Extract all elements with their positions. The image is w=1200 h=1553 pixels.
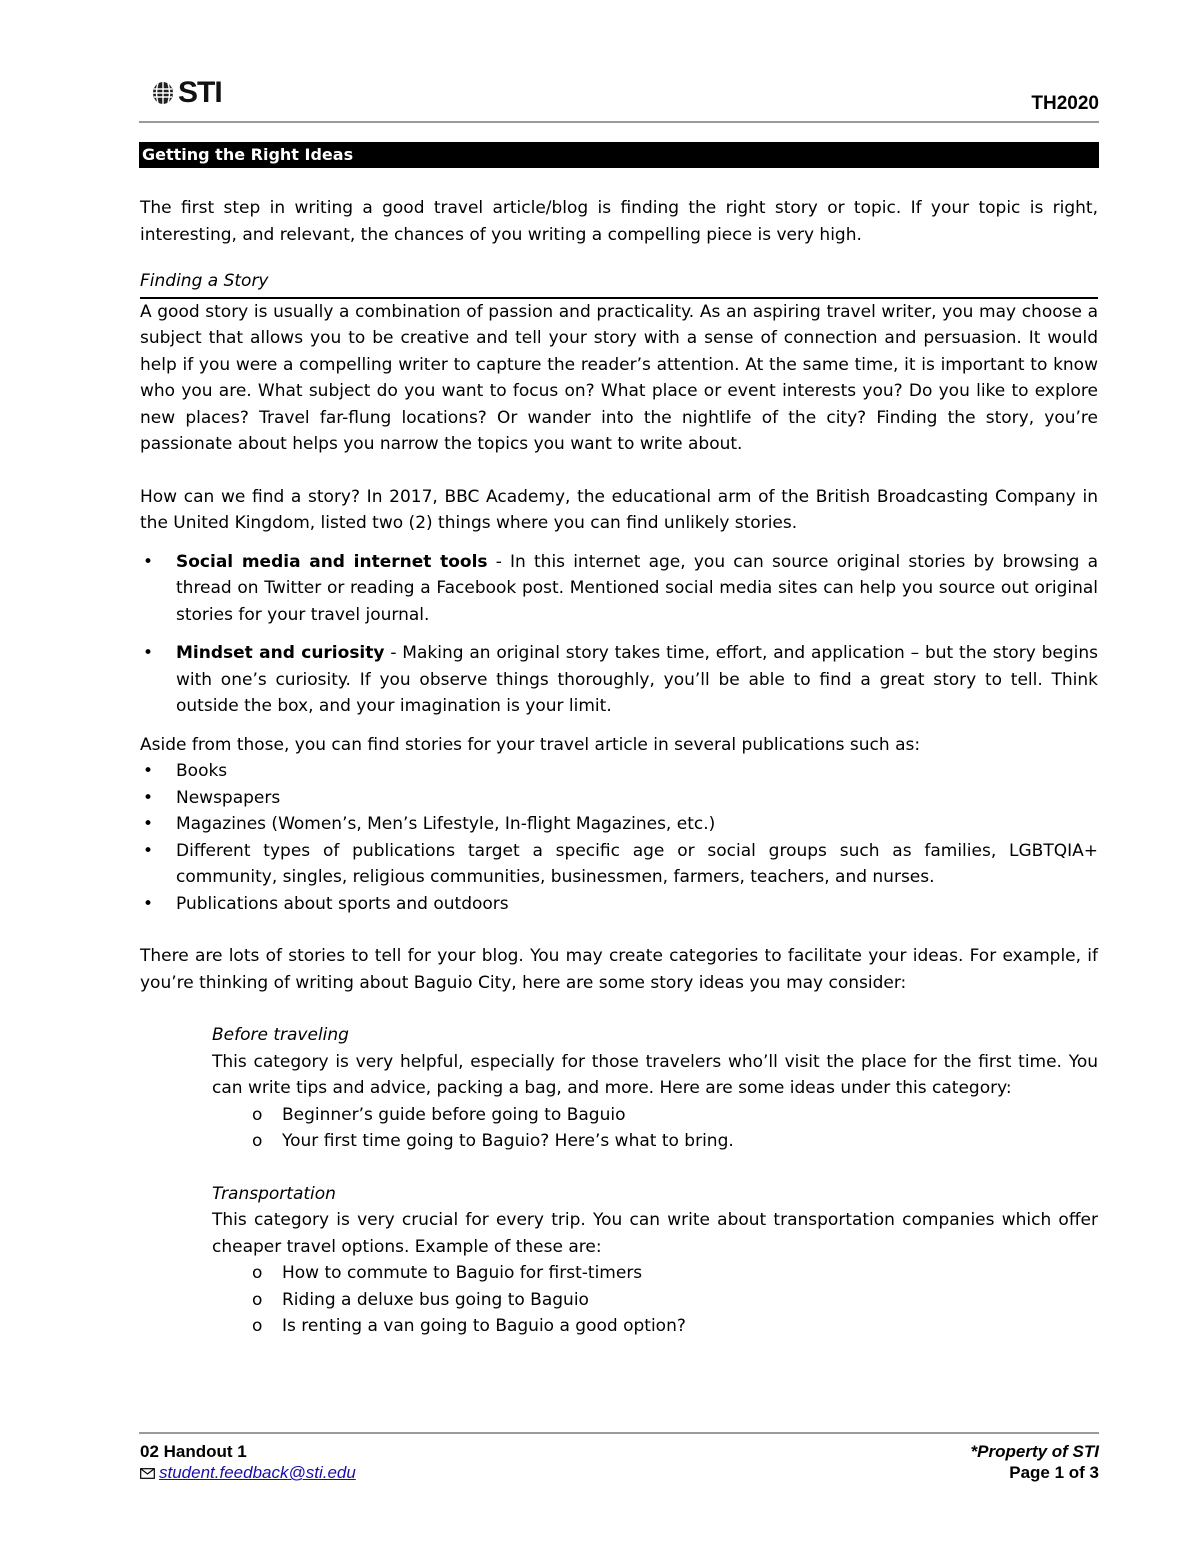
header-divider: [139, 121, 1099, 123]
sti-globe-icon: [152, 80, 174, 106]
list-item: [140, 640, 1098, 720]
idea-item: o How to commute to Baguio for first-timers: [212, 1260, 1098, 1287]
circle-bullet-icon: o: [252, 1131, 263, 1151]
how-find-paragraph: How can we find a story? In 2017, BBC Academy, the educational arm of the British Broadcasting Company in the United Kingdom, listed two (2) things where you can find unlikely stories.: [140, 486, 1098, 533]
category-description: This category is very crucial for every trip. You can write about transportation companies which offer cheaper travel options. Example of these are:: [212, 1210, 1098, 1257]
circle-bullet-icon: o: [252, 1289, 263, 1310]
category-title: Before traveling: [212, 1025, 349, 1045]
list-item: • Books: [140, 758, 1098, 785]
envelope-icon: [140, 1468, 155, 1479]
bullet-icon: •: [142, 840, 154, 861]
idea-item: o Your first time going to Baguio? Here’s what to bring.: [212, 1128, 1098, 1155]
finding-story-heading: Finding a Story: [140, 271, 269, 291]
document-code: TH2020: [1031, 93, 1099, 114]
circle-bullet-icon: o: [252, 1104, 263, 1125]
circle-bullet-icon: o: [252, 1263, 263, 1283]
idea-item: o Riding a deluxe bus going to Baguio: [212, 1287, 1098, 1314]
intro-paragraph: The first step in writing a good travel article/blog is finding the right story or topic. If your topic is right, interesting, and relevant, the chances of you writing a compelling piece is very high.: [140, 198, 1098, 245]
logo-text: STI: [178, 76, 222, 109]
category-transportation: [140, 1181, 1098, 1340]
footer-divider: [139, 1432, 1099, 1434]
list-item: [140, 549, 1098, 629]
list-item: • Different types of publications target a specific age or social groups such as families, LGBTQIA+ community, singles, religious communities, businessmen, farmers, teachers, and nurses.: [140, 838, 1098, 891]
idea-item: o Is renting a van going to Baguio a good option?: [212, 1313, 1098, 1340]
list-item-text: - In this internet age, you can source original stories by browsing a thread on Twitter or reading a Facebook post. Mentioned social media sites can help you source out original stories for your travel journal.: [176, 551, 1098, 625]
bullet-icon: •: [142, 643, 154, 663]
finding-story-paragraph: A good story is usually a combination of passion and practicality. As an aspiring travel writer, you may choose a subject that allows you to be creative and tell your story with a sense of connection and persuasion. It would help if you were a compelling writer to capture the reader’s attention. At the same time, it is important to know who you are. What subject do you want to focus on? What place or event interests you? Do you like to explore new places? Travel far-flung locations? Or wander into the nightlife of the city? Finding the story, you’re passionate about helps you narrow the topics you want to write about.: [140, 301, 1098, 454]
aside-paragraph: Aside from those, you can find stories for your travel article in several publications such as:: [140, 734, 921, 755]
feedback-email-link[interactable]: student.feedback@sti.edu: [159, 1463, 356, 1482]
sti-logo: [152, 78, 222, 108]
bullet-icon: •: [142, 551, 154, 572]
category-description: This category is very helpful, especially for those travelers who’ll visit the place for the first time. You can write tips and advice, packing a bag, and more. Here are some ideas under this category:: [212, 1051, 1098, 1098]
list-item-text: - Making an original story takes time, effort, and application – but the story begins with one’s curiosity. If you observe things thoroughly, you’ll be able to find a great story to tell. Think outside the box, and your imagination is your limit.: [176, 643, 1098, 716]
circle-bullet-icon: o: [252, 1316, 263, 1336]
bullet-icon: •: [142, 787, 154, 808]
categories-intro: There are lots of stories to tell for your blog. You may create categories to facilitate your ideas. For example, if you’re thinking of writing about Baguio City, here are some story ideas you may consider:: [140, 946, 1098, 993]
bullet-icon: •: [142, 893, 154, 914]
sources-list: [140, 549, 1098, 720]
publications-list: [140, 758, 1098, 917]
idea-list: [212, 1102, 1098, 1155]
list-item: • Magazines (Women’s, Men’s Lifestyle, In-flight Magazines, etc.): [140, 811, 1098, 838]
idea-list: [212, 1260, 1098, 1340]
bullet-icon: •: [142, 761, 154, 781]
footer-right: [971, 1441, 1099, 1483]
section-title: Getting the Right Ideas: [139, 142, 1099, 168]
list-item-bold: Mindset and curiosity: [176, 643, 385, 663]
bullet-icon: •: [142, 814, 154, 834]
list-item: • Publications about sports and outdoors: [140, 891, 1098, 918]
handout-label: 02 Handout 1: [140, 1442, 247, 1461]
list-item: • Newspapers: [140, 785, 1098, 812]
property-note: *Property of STI: [970, 1442, 1099, 1461]
document-body: [140, 195, 1098, 1340]
footer-left: [140, 1441, 356, 1483]
idea-item: o Beginner’s guide before going to Baguio: [212, 1102, 1098, 1129]
page-number: Page 1 of 3: [1009, 1463, 1099, 1482]
category-before-traveling: [140, 1022, 1098, 1155]
list-item-bold: Social media and internet tools: [176, 551, 488, 572]
category-title: Transportation: [212, 1183, 336, 1204]
